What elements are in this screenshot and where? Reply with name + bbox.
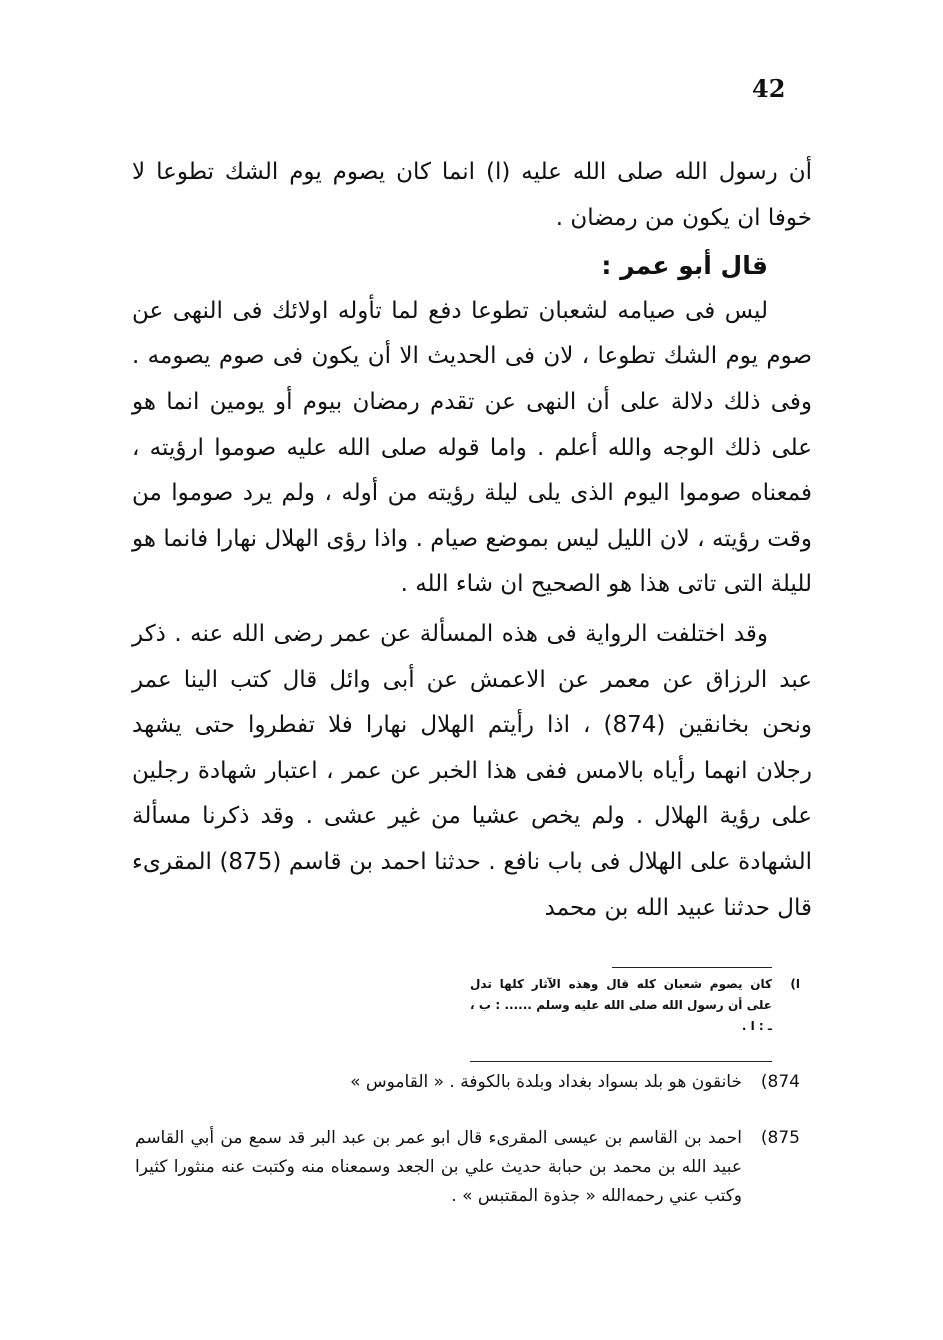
section-heading: قال أبو عمر : (601, 251, 768, 281)
footnote-separator (470, 1061, 772, 1062)
page-number: 42 (752, 74, 786, 103)
footnote-marker: ا) (790, 977, 800, 991)
paragraph-3: وقد اختلفت الرواية فى هذه المسألة عن عمر رضى الله عنه . ذكر عبد الرزاق عن معمر عن الاعمش عن أبى وائل قال كتب الينا عمر ونحن بخانقين (874) ، اذا رأيتم الهلال نهارا فلا تفطروا حتى يشهد رجلان انهما رأياه بالامس ففى هذا الخبر عن عمر ، اعتبار شهادة رجلين على رؤية الهلال . ولم يخص عشيا من غير عشى . وقد ذكرنا مسألة الشهادة على الهلال فى باب نافع . حدثنا احمد بن قاسم (875) المقرىء قال حدثنا عبيد الله بن محمد (132, 620, 813, 921)
paragraph-1: أن رسول الله صلى الله عليه (ا) انما كان يصوم يوم الشك تطوعا لا خوفا ان يكون من رمضان . (132, 159, 812, 231)
footnote-marker: 874) (760, 1072, 800, 1092)
footnote-separator (612, 967, 772, 968)
footnote-875 (135, 1124, 800, 1211)
footnote-text: كان يصوم شعبان كله قال وهذه الآثار كلها تدل على أن رسول الله صلى الله عليه وسلم ...... : ب ، ـ : ا . (470, 977, 772, 1033)
footnote-text: خانقون هو بلد بسواد بغداد وبلدة بالكوفة . « القاموس » (350, 1072, 742, 1092)
footnote-marker: 875) (760, 1128, 800, 1148)
footnote-text: احمد بن القاسم بن عيسى المقرىء قال ابو عمر بن عبد البر قد سمع من أبي القاسم عبيد الله بن محمد بن حبابة حديث علي بن الجعد وسمعناه منه وكتبت عنه منثورا كثيرا وكتب عني رحمه‌الله « جذوة المقتبس » . (135, 1128, 742, 1206)
footnote-a (470, 974, 800, 1037)
body-text (132, 150, 812, 931)
paragraph-2: ليس فى صيامه لشعبان تطوعا دفع لما تأوله اولائك فى النهى عن صوم يوم الشك تطوعا ، لان فى الحديث الا أن يكون فى صوم يصومه . وفى ذلك دلالة على أن النهى عن تقدم رمضان بيوم أو يومين انما هو على ذلك الوجه والله أعلم . واما قوله صلى الله عليه صوموا ارؤيته ، فمعناه صوموا اليوم الذى يلى ليلة رؤيته من أوله ، ولم يرد صوموا من وقت رؤيته ، لان الليل ليس بموضع صيام . واذا رؤى الهلال نهارا فانما هو لليلة التى تاتى هذا هو الصحيح ان شاء الله . (132, 297, 812, 598)
footnote-874 (135, 1068, 800, 1097)
